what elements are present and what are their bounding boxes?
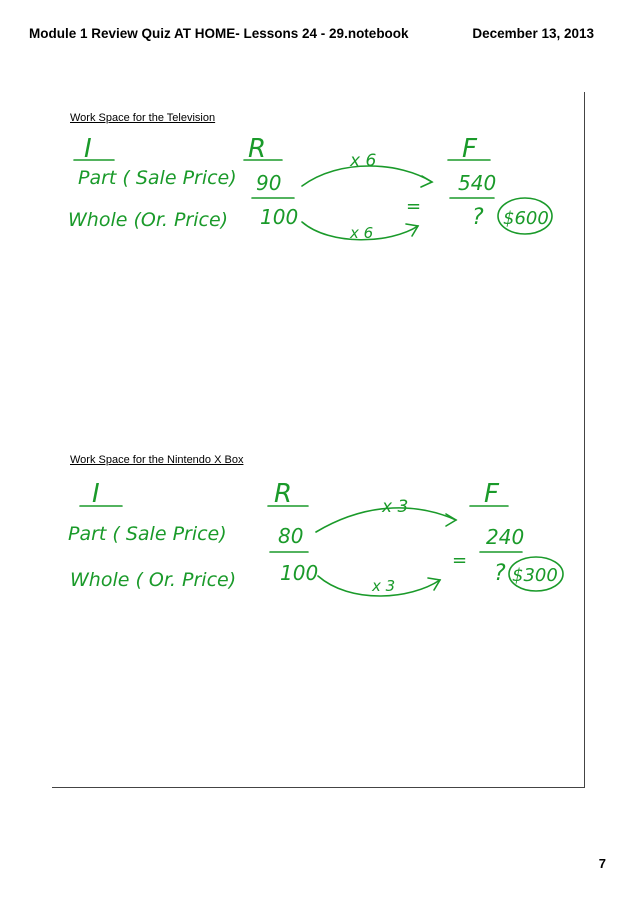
ratio-denominator: 100 [260,205,299,229]
row-part-label: Part ( Sale Price) [78,167,237,189]
ratio-numerator: 90 [256,171,282,195]
workspace-xbox-label: Work Space for the Nintendo X Box [70,454,244,466]
equals-sign: = [452,550,468,571]
page-number: 7 [598,856,606,871]
column-f-heading: F [462,134,477,164]
answer-value: $300 [512,565,558,586]
final-unknown: ? [494,561,506,586]
answer-value: $600 [503,208,549,229]
document-date: December 13, 2013 [472,26,594,41]
equals-sign: = [406,196,422,217]
column-r-heading: R [274,479,293,509]
document-title: Module 1 Review Quiz AT HOME- Lessons 24 - 29.notebook [29,26,409,41]
multiplier-top: x 6 [350,151,377,171]
multiplier-bottom: x 3 [372,577,396,595]
final-numerator: 240 [486,525,525,549]
final-numerator: 540 [458,171,497,195]
multiply-arrowhead-top [446,514,456,526]
multiplier-top: x 3 [382,497,409,517]
multiplier-bottom: x 6 [350,224,374,242]
ratio-numerator: 80 [278,524,304,548]
row-whole-label: Whole ( Or. Price) [70,569,237,591]
column-i-heading: I [92,479,100,509]
workspace-television-label: Work Space for the Television [70,112,216,124]
column-i-heading: I [84,134,92,164]
ratio-denominator: 100 [280,561,319,585]
final-unknown: ? [472,205,484,230]
column-r-heading: R [248,134,267,164]
row-part-label: Part ( Sale Price) [68,523,227,545]
column-f-heading: F [484,479,499,509]
row-whole-label: Whole (Or. Price) [68,209,229,231]
